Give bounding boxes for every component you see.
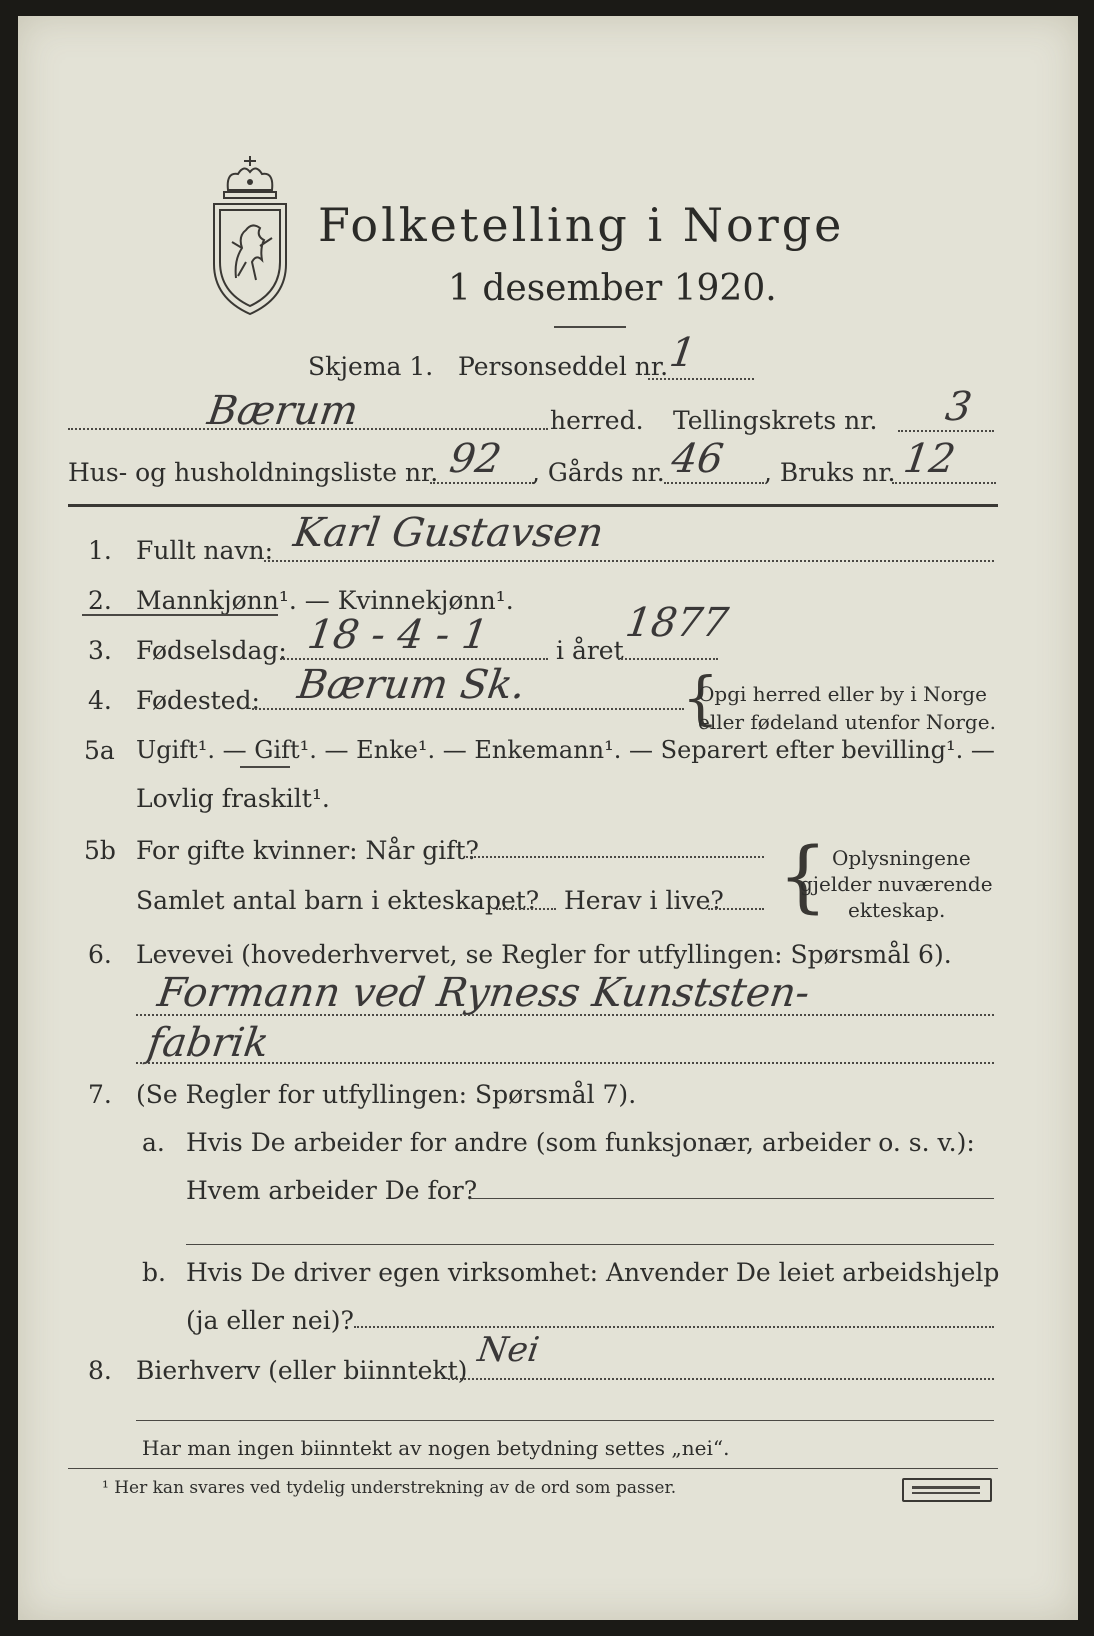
q6-label: Levevei (hovederhvervet, se Regler for utfyllingen: Spørsmål 6). bbox=[136, 940, 952, 969]
q3-year-value: 1877 bbox=[622, 600, 732, 646]
q8-label: Bierhverv (eller biinntekt) bbox=[136, 1356, 468, 1385]
q5b-line2b: Herav i live? bbox=[564, 886, 724, 915]
q3-year-label: i året bbox=[556, 636, 624, 665]
title-divider bbox=[554, 326, 626, 328]
q4-birthplace-value: Bærum Sk. bbox=[294, 662, 529, 708]
q6-occupation-line1: Formann ved Ryness Kunststen- bbox=[154, 970, 813, 1016]
q5b-note-brace: { bbox=[778, 832, 828, 922]
herred-value: Bærum bbox=[204, 388, 362, 434]
bruks-value: 12 bbox=[900, 436, 959, 482]
tellingskrets-label: Tellingskrets nr. bbox=[673, 406, 878, 435]
gards-label: , Gårds nr. bbox=[532, 458, 665, 487]
q5b-gift-field bbox=[466, 856, 764, 858]
footnote-rule bbox=[68, 1468, 998, 1469]
header-rule bbox=[68, 504, 998, 507]
q3-number: 3. bbox=[88, 636, 112, 665]
skjema-label: Skjema 1. bbox=[308, 352, 434, 381]
bruks-field bbox=[892, 482, 996, 484]
bruks-label: , Bruks nr. bbox=[764, 458, 896, 487]
form-title: Folketelling i Norge bbox=[318, 198, 845, 252]
q5b-note-line2: gjelder nuværende bbox=[800, 872, 993, 896]
printer-stamp-icon bbox=[902, 1478, 992, 1502]
q1-number: 1. bbox=[88, 536, 112, 565]
q7a-letter: a. bbox=[142, 1128, 165, 1157]
q5b-number: 5b bbox=[84, 836, 116, 865]
bottom-note: Har man ingen biinntekt av nogen betydning settes „nei“. bbox=[142, 1436, 730, 1460]
q1-full-name-value: Karl Gustavsen bbox=[290, 510, 607, 556]
q5b-note-line3: ekteskap. bbox=[848, 898, 946, 922]
q3-year-field bbox=[618, 658, 718, 660]
q6-field-line1 bbox=[136, 1014, 994, 1016]
q4-field bbox=[252, 708, 684, 710]
q5b-live-field bbox=[708, 908, 764, 910]
q2-number: 2. bbox=[88, 586, 112, 615]
q5a-line1: Ugift¹. — Gift¹. — Enke¹. — Enkemann¹. — Separert efter bevilling¹. — bbox=[136, 736, 995, 764]
q7a-field-line1 bbox=[470, 1198, 994, 1199]
husliste-label: Hus- og husholdningsliste nr. bbox=[68, 458, 439, 487]
q8-value: Nei bbox=[475, 1330, 542, 1370]
personseddel-field bbox=[648, 378, 754, 380]
q5a-line2: Lovlig fraskilt¹. bbox=[136, 784, 330, 813]
q4-note-line1: Opgi herred eller by i Norge bbox=[698, 682, 987, 706]
q7-number: 7. bbox=[88, 1080, 112, 1109]
personseddel-value: 1 bbox=[666, 330, 699, 376]
q6-field-line2 bbox=[136, 1062, 994, 1064]
tellingskrets-value: 3 bbox=[942, 384, 975, 430]
q4-label: Fødested: bbox=[136, 686, 260, 715]
gards-value: 46 bbox=[668, 436, 727, 482]
q3-field bbox=[280, 658, 548, 660]
q7b-letter: b. bbox=[142, 1258, 166, 1287]
q3-birthdate-value: 18 - 4 - 1 bbox=[304, 612, 491, 658]
q5a-selected-underline bbox=[240, 766, 290, 768]
q4-note-line2: eller fødeland utenfor Norge. bbox=[698, 710, 996, 734]
q5b-line1: For gifte kvinner: Når gift? bbox=[136, 836, 479, 865]
q8-number: 8. bbox=[88, 1356, 112, 1385]
q8-field-line2 bbox=[136, 1420, 994, 1421]
herred-field bbox=[68, 428, 548, 430]
q6-occupation-line2: fabrik bbox=[144, 1020, 272, 1066]
q7b-line2: (ja eller nei)? bbox=[186, 1306, 354, 1335]
herred-label: herred. bbox=[550, 406, 644, 435]
husliste-field bbox=[430, 482, 534, 484]
q3-label: Fødselsdag: bbox=[136, 636, 287, 665]
personseddel-label: Personseddel nr. bbox=[458, 352, 669, 381]
gards-field bbox=[664, 482, 764, 484]
q5b-line2a: Samlet antal barn i ekteskapet? bbox=[136, 886, 540, 915]
q7a-line2: Hvem arbeider De for? bbox=[186, 1176, 478, 1205]
census-date: 1 desember 1920. bbox=[448, 268, 777, 309]
norwegian-coat-of-arms-icon bbox=[204, 152, 296, 318]
q7a-field-line2 bbox=[186, 1244, 994, 1245]
footnote: ¹ Her kan svares ved tydelig understrekning av de ord som passer. bbox=[102, 1478, 677, 1498]
census-form-sheet bbox=[18, 16, 1078, 1620]
q7a-line1: Hvis De arbeider for andre (som funksjonær, arbeider o. s. v.): bbox=[186, 1128, 975, 1157]
husliste-value: 92 bbox=[446, 436, 505, 482]
q2-selected-underline bbox=[82, 614, 278, 616]
q2-gender-options: Mannkjønn¹. — Kvinnekjønn¹. bbox=[136, 586, 514, 615]
q5a-number: 5a bbox=[84, 736, 115, 765]
q5b-note-line1: Oplysningene bbox=[832, 846, 971, 870]
q7b-line1: Hvis De driver egen virksomhet: Anvender De leiet arbeidshjelp bbox=[186, 1258, 1000, 1287]
q1-label: Fullt navn: bbox=[136, 536, 274, 565]
q7-label: (Se Regler for utfyllingen: Spørsmål 7). bbox=[136, 1080, 637, 1109]
q4-note-brace: { bbox=[682, 664, 719, 732]
tellingskrets-field bbox=[898, 430, 994, 432]
q5b-barn-field bbox=[496, 908, 556, 910]
q7b-field bbox=[354, 1326, 994, 1328]
q1-field bbox=[264, 560, 994, 562]
q8-field-line1 bbox=[448, 1378, 994, 1380]
q4-number: 4. bbox=[88, 686, 112, 715]
q6-number: 6. bbox=[88, 940, 112, 969]
